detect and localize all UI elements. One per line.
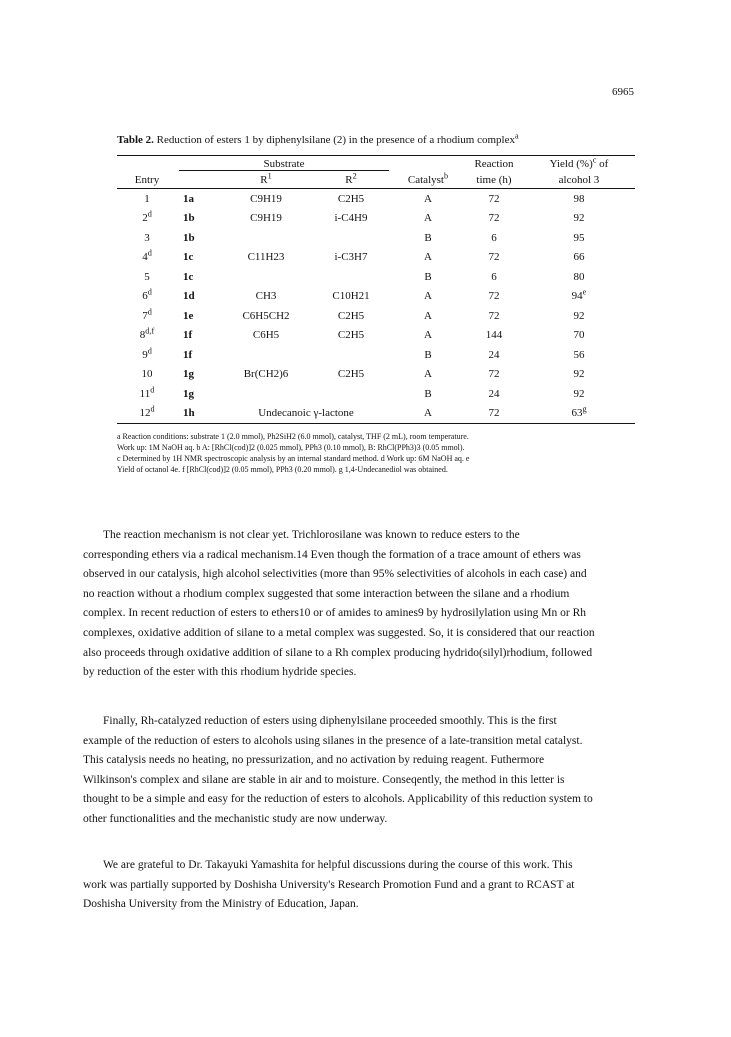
cell-r2 <box>311 228 391 248</box>
cell-time: 144 <box>485 329 503 342</box>
page-number: 6965 <box>612 86 634 98</box>
cell-catalyst: A <box>424 251 432 264</box>
header-yield: Yield (%)$^c$ of <box>523 156 635 173</box>
cell-time: 24 <box>488 387 500 400</box>
cell-substrate: 1c <box>183 270 194 283</box>
cell-time: 72 <box>488 290 500 303</box>
table-2 <box>117 133 635 475</box>
cell-r1 <box>221 267 311 287</box>
table-row <box>117 306 635 326</box>
cell-yield: 92 <box>573 212 585 225</box>
cell-time: 24 <box>488 348 500 361</box>
cell-yield: 98 <box>573 192 585 205</box>
cell-r1: Br(CH2)6 <box>243 368 289 381</box>
footnote-line: Yield of octanol 4e. f [RhCl(cod)]2 (0.05 mmol), PPh3 (0.20 mmol). g 1,4-Undecanediol was obtained. <box>117 465 448 474</box>
cell-catalyst: B <box>424 348 432 361</box>
cell-r1: C6H5CH2 <box>242 309 290 322</box>
cell-r2: C2H5 <box>337 192 365 205</box>
cell-time: 72 <box>488 192 500 205</box>
cell-r1 <box>221 345 311 365</box>
cell-entry: 12$^d$ <box>117 404 177 424</box>
cell-catalyst: A <box>391 404 465 424</box>
header-alcohol: alcohol 3 <box>523 172 635 189</box>
cell-substrate: 1g <box>183 387 194 400</box>
paragraph-mechanism: The reaction mechanism is not clear yet. Trichlorosilane was known to reduce esters to the corresponding ethers via a radical mechanism.14 Even though the formation of a trace amount of ethers was observed in our catalysis, high alcohol selectivities (more than 95% selectivities of alcohols in each case) and no reaction without a rhodium complex suggested that some interaction between the silane and a rhodium complex. In recent reduction of esters to ethers10 or of amides to amines9 by hydrosilylation using Mn or Rh complexes, oxidative addition of silane to a metal complex was suggested. So, it is considered that our reaction also proceeds through oxidative addition of silane to a Rh complex producing hydrido(silyl)rhodium, followed by reduction of the ester with this rhodium hydride species. <box>83 529 595 679</box>
cell-yield: 95 <box>573 231 585 244</box>
cell-r1: C6H5 <box>252 329 280 342</box>
data-table <box>117 155 635 424</box>
table-row <box>117 248 635 268</box>
cell-time: 72 <box>465 404 523 424</box>
table-row <box>117 287 635 307</box>
cell-time: 6 <box>491 270 497 283</box>
cell-r2 <box>311 345 391 365</box>
cell-entry: 6$^d$ <box>142 287 152 303</box>
cell-yield: 56 <box>573 348 585 361</box>
cell-entry: 3 <box>144 231 150 244</box>
table-row <box>117 209 635 229</box>
cell-substrate: 1f <box>183 348 193 361</box>
cell-time: 72 <box>488 212 500 225</box>
header-r2: $R^2$ <box>311 172 391 189</box>
cell-r1 <box>221 384 311 404</box>
cell-yield: 92 <box>573 368 585 381</box>
header-r1: $R^1$ <box>221 172 311 189</box>
cell-entry: 9$^d$ <box>142 346 152 361</box>
cell-yield: 80 <box>573 270 585 283</box>
cell-catalyst: B <box>424 387 432 400</box>
cell-entry: 4$^d$ <box>142 248 152 264</box>
cell-r2: C10H21 <box>332 290 370 303</box>
paragraph-acknowledgement: We are grateful to Dr. Takayuki Yamashita for helpful discussions during the course of this work. This work was partially supported by Doshisha University's Research Promotion Fund and a grant to RCAST at Doshisha University from the Ministry of Education, Japan. <box>83 859 575 911</box>
cell-time: 6 <box>491 231 497 244</box>
cell-r1: Undecanoic γ-lactone <box>221 404 391 424</box>
cell-substrate: 1b <box>183 231 195 244</box>
cell-entry: 11$^d$ <box>139 385 155 400</box>
cell-r1: C9H19 <box>250 212 282 225</box>
table-row <box>117 267 635 287</box>
cell-r2: C2H5 <box>337 309 365 322</box>
cell-r2: i-C3H7 <box>334 251 368 264</box>
cell-time: 72 <box>488 368 500 381</box>
cell-catalyst: A <box>424 192 432 205</box>
footnote-line: Work up: 1M NaOH aq. b A: [RhCl(cod)]2 (0.025 mmol), PPh3 (0.10 mmol), B: RhCl(PPh3)3 (0.05 mmol). <box>117 443 465 452</box>
cell-yield: 66 <box>573 251 585 264</box>
cell-r2: i-C4H9 <box>334 212 368 225</box>
table-row <box>117 189 635 209</box>
cell-r1: C9H19 <box>250 192 282 205</box>
cell-catalyst: B <box>424 270 432 283</box>
cell-catalyst: A <box>424 212 432 225</box>
table-row <box>117 345 635 365</box>
table-caption-footnote: a <box>514 131 519 141</box>
cell-substrate: 1a <box>183 192 194 205</box>
cell-yield: 92 <box>573 387 585 400</box>
cell-substrate: 1f <box>183 329 193 342</box>
table-row <box>117 326 635 346</box>
header-reaction: Reaction <box>465 156 523 173</box>
table-caption-label: Table 2. <box>117 134 154 146</box>
cell-entry: 7$^d$ <box>142 307 152 322</box>
cell-substrate: 1g <box>183 368 194 381</box>
cell-substrate: 1c <box>183 251 194 264</box>
cell-yield: 70 <box>573 329 585 342</box>
cell-r2: C2H5 <box>337 329 365 342</box>
paragraph-conclusion: Finally, Rh-catalyzed reduction of esters using diphenylsilane proceeded smoothly. This is the first example of the reduction of esters to alcohols using silanes in the presence of a late-transition metal catalyst. This catalysis needs no heating, no pressurization, and no activation by reduing reagent. Futhermore Wilkinson's complex and silane are stable in air and to moisture. Conseqently, the method in this letter is thought to be a simple and easy for the reduction of esters to alcohols. Applicability of this reduction system to other functionalities and the mechanistic study are now underway. <box>83 715 593 825</box>
header-catalyst: Catalyst$^b$ <box>391 172 465 189</box>
table-row <box>117 365 635 385</box>
footnote-line: a Reaction conditions: substrate 1 (2.0 mmol), Ph2SiH2 (6.0 mmol), catalyst, THF (2 mL), room temperature. <box>117 432 469 441</box>
table-caption <box>117 133 635 147</box>
cell-substrate: 1b <box>183 212 195 225</box>
cell-catalyst: B <box>424 231 432 244</box>
cell-r1: CH3 <box>255 290 277 303</box>
cell-substrate: 1d <box>183 290 195 303</box>
cell-yield: 63$^g$ <box>523 404 635 424</box>
table-footnotes <box>117 431 635 475</box>
cell-catalyst: A <box>424 329 432 342</box>
table-row <box>117 384 635 404</box>
cell-entry: 5 <box>144 270 150 283</box>
cell-r2: C2H5 <box>337 368 365 381</box>
header-entry: Entry <box>117 172 177 189</box>
cell-entry: 1 <box>144 192 150 205</box>
cell-substrate: 1h <box>177 404 221 424</box>
footnote-line: c Determined by 1H NMR spectroscopic analysis by an internal standard method. d Work up: 6M NaOH aq. e <box>117 454 470 463</box>
cell-catalyst: A <box>424 368 432 381</box>
cell-r2 <box>311 384 391 404</box>
cell-catalyst: A <box>424 290 432 303</box>
header-substrate: Substrate <box>179 158 389 171</box>
table-row <box>117 228 635 248</box>
cell-catalyst: A <box>424 309 432 322</box>
table-caption-text: Reduction of esters 1 by diphenylsilane (2) in the presence of a rhodium complex <box>156 134 515 146</box>
cell-entry: 8$^{d,f}$ <box>139 326 155 342</box>
cell-yield: 94e <box>571 287 587 303</box>
cell-r1: C11H23 <box>247 251 285 264</box>
cell-yield: 92 <box>573 309 585 322</box>
cell-entry: 2$^d$ <box>142 209 152 225</box>
cell-entry: 10 <box>141 368 153 381</box>
table-body <box>117 189 635 424</box>
cell-r2 <box>311 267 391 287</box>
header-time: time (h) <box>465 172 523 189</box>
cell-substrate: 1e <box>183 309 194 322</box>
table-row <box>117 404 635 424</box>
cell-time: 72 <box>488 309 500 322</box>
cell-r1 <box>221 228 311 248</box>
cell-time: 72 <box>488 251 500 264</box>
